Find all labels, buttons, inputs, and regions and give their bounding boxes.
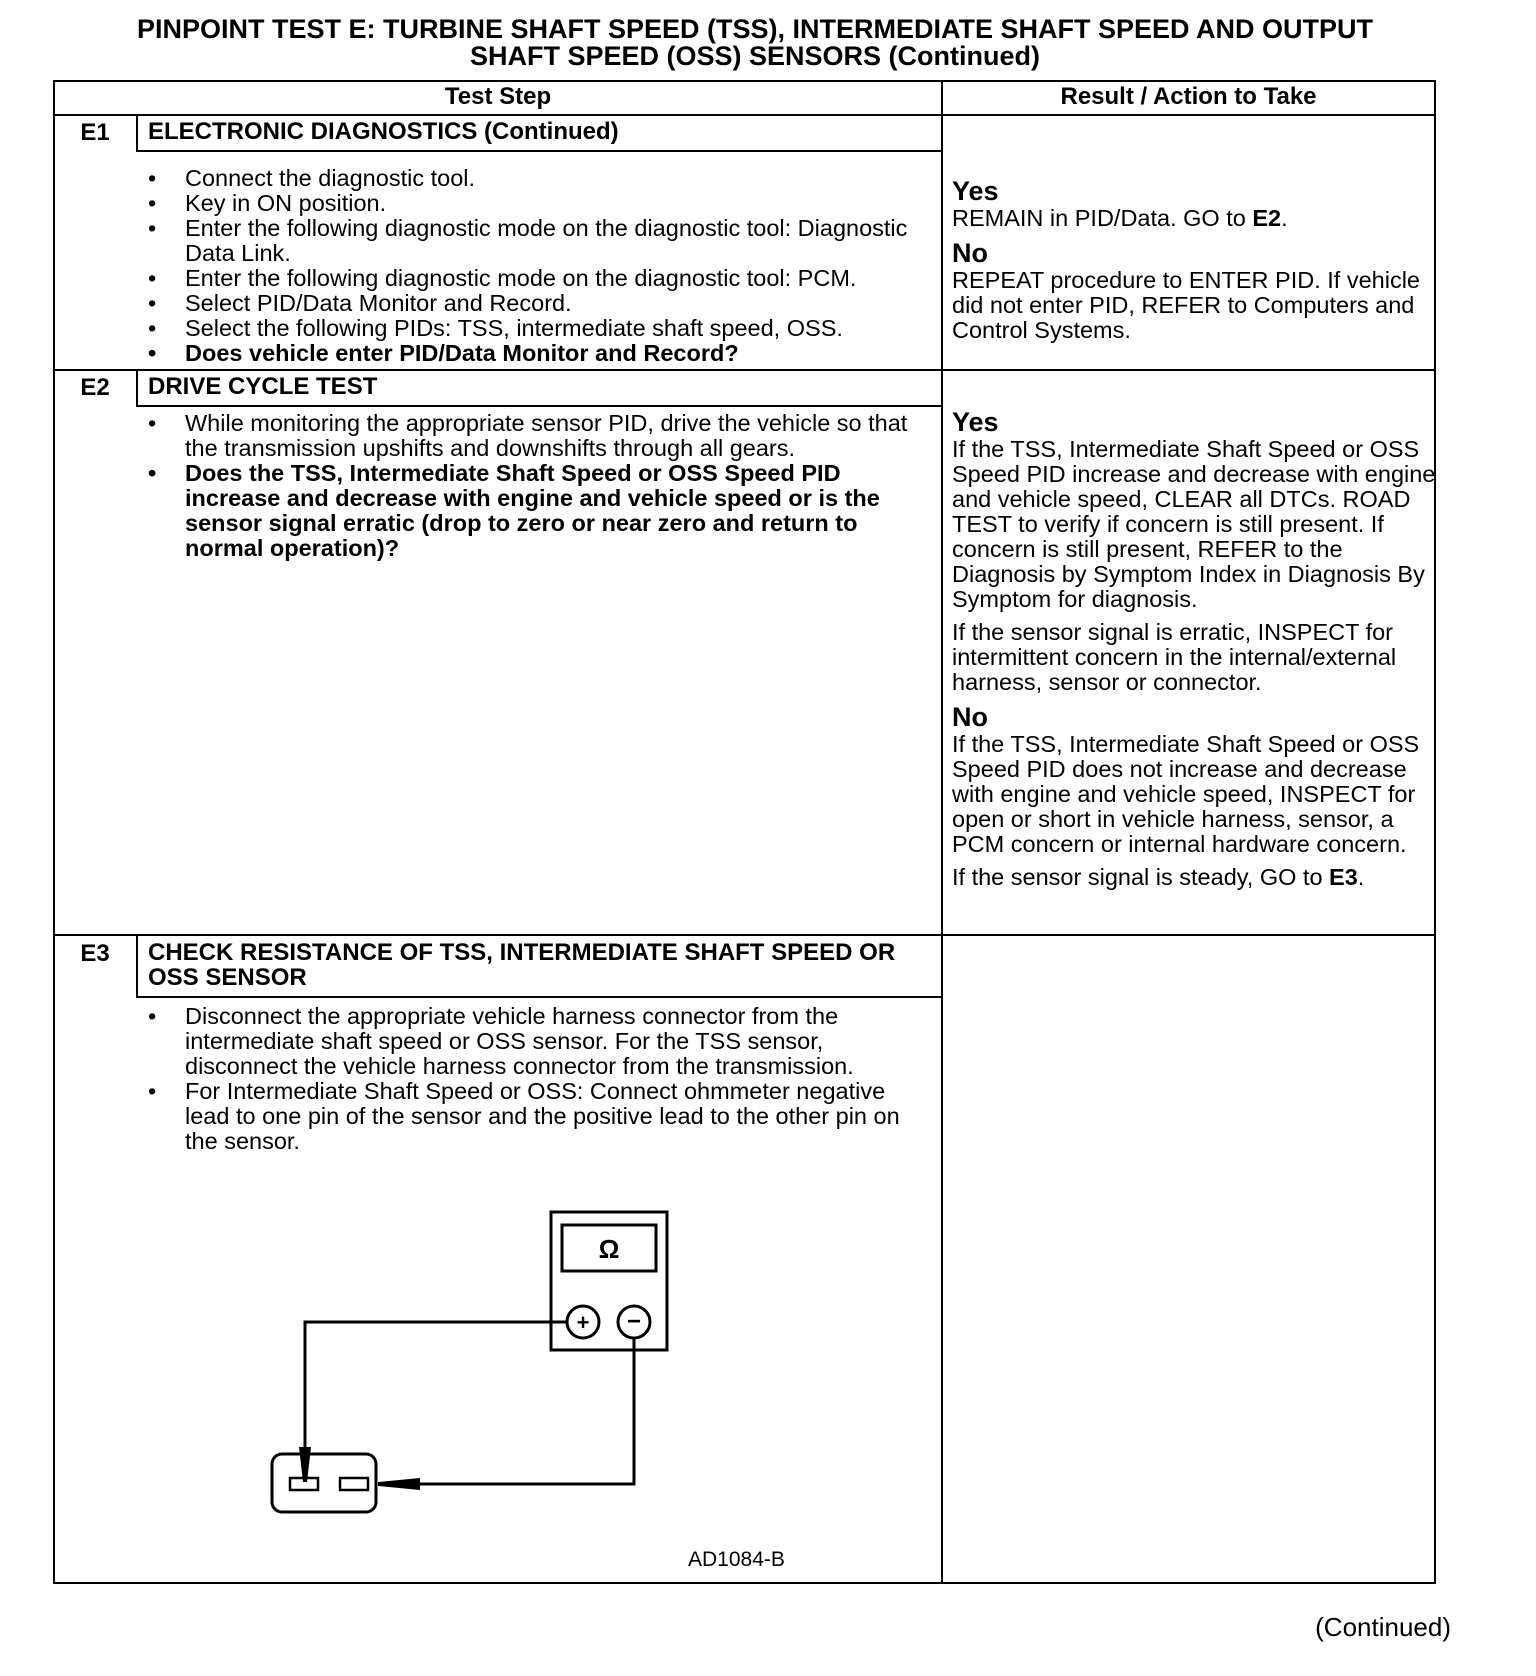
list-item: • Disconnect the appropriate vehicle harness connector from the intermediate shaft speed or OSS sensor. For the TSS sensor, disconnect the vehicle harness connector from the transmission. xyxy=(148,1004,918,1079)
ohm-symbol: Ω xyxy=(598,1234,620,1264)
e2-e3-divider xyxy=(53,934,1436,936)
result-e1: Yes REMAIN in PID/Data. GO to E2. No REPEAT procedure to ENTER PID. If vehicle did not enter PID, REFER to Computers and Control Systems. xyxy=(952,177,1442,351)
step-e2-instructions xyxy=(148,411,908,561)
header-divider xyxy=(53,114,1436,116)
result-e2-no-p2: If the sensor signal is steady, GO to xyxy=(952,864,1323,890)
step-e1-instructions xyxy=(148,166,918,366)
column-divider xyxy=(941,80,943,1584)
table-border-bottom xyxy=(53,1582,1436,1584)
table-border-left xyxy=(53,80,55,1584)
step-id-e3: E3 xyxy=(80,940,110,967)
list-item-question: • Does vehicle enter PID/Data Monitor and Record? xyxy=(148,341,918,366)
result-e2-no-p1: If the TSS, Intermediate Shaft Speed or OSS Speed PID does not increase and decrease with engine and vehicle speed, INSPECT for open or short in vehicle harness, sensor, a PCM concern or internal hardware concern. xyxy=(952,731,1420,857)
negative-lead xyxy=(420,1338,634,1484)
column-header-test-step: Test Step xyxy=(444,83,552,110)
result-e2-yes-label: Yes xyxy=(952,407,999,437)
result-e2: Yes If the TSS, Intermediate Shaft Speed or OSS Speed PID increase and decrease with engine and vehicle speed, CLEAR all DTCs. ROAD TEST to verify if concern is still present. If concern is still present, REFER to the Diagnosis by Symptom Index in Diagnosis By Symptom for diagnosis. If the sensor signal is erratic, INSPECT for intermittent concern in the internal/external harness, sensor or connector. No If the TSS, Intermediate Shaft Speed or OSS Speed PID does not increase and decrease with engine and vehicle speed, INSPECT for open or short in vehicle harness, sensor, a PCM concern or internal hardware concern. If the sensor signal is steady, GO to E3. xyxy=(952,408,1442,898)
sensor-pin-2 xyxy=(340,1478,368,1490)
minus-symbol: − xyxy=(626,1308,642,1335)
step-id-e2: E2 xyxy=(80,374,110,401)
list-item: • Key in ON position. xyxy=(148,191,918,216)
list-item: • For Intermediate Shaft Speed or OSS: Connect ohmmeter negative lead to one pin of the sensor and the positive lead to the other pin on the sensor. xyxy=(148,1079,918,1154)
e3-title-divider xyxy=(136,996,942,998)
list-item: • While monitoring the appropriate sensor PID, drive the vehicle so that the transmission upshifts and downshifts through all gears. xyxy=(148,411,908,461)
list-item: • Enter the following diagnostic mode on the diagnostic tool: PCM. xyxy=(148,266,918,291)
step-title-e2: DRIVE CYCLE TEST xyxy=(148,373,378,400)
figure-code: AD1084-B xyxy=(688,1548,785,1571)
table-border-top xyxy=(53,80,1436,82)
list-item: • Enter the following diagnostic mode on the diagnostic tool: Diagnostic Data Link. xyxy=(148,216,918,266)
result-e1-yes-label: Yes xyxy=(952,176,999,206)
result-e1-no-text: REPEAT procedure to ENTER PID. If vehicle did not enter PID, REFER to Computers and Control Systems. xyxy=(952,267,1421,343)
positive-lead xyxy=(305,1322,567,1447)
page-title-line-2: SHAFT SPEED (OSS) SENSORS (Continued) xyxy=(469,41,1041,71)
continued-label: (Continued) xyxy=(1315,1612,1451,1642)
result-e2-no-ref: E3 xyxy=(1329,864,1358,890)
list-item-question: • Does the TSS, Intermediate Shaft Speed or OSS Speed PID increase and decrease with engine and vehicle speed or is the sensor signal erratic (drop to zero or near zero and return to normal operation)? xyxy=(148,461,908,561)
column-header-result: Result / Action to Take xyxy=(1060,83,1317,110)
page-title xyxy=(50,16,1460,70)
sensor-connector xyxy=(272,1454,376,1512)
step-title-e1: ELECTRONIC DIAGNOSTICS (Continued) xyxy=(148,118,619,145)
e2-title-divider xyxy=(136,405,942,407)
step-title-e3: CHECK RESISTANCE OF TSS, INTERMEDIATE SHAFT SPEED OR OSS SENSOR xyxy=(148,939,896,991)
list-item: • Select PID/Data Monitor and Record. xyxy=(148,291,918,316)
result-e1-yes-text: REMAIN in PID/Data. GO to xyxy=(952,205,1246,231)
step-id-e1: E1 xyxy=(80,119,110,146)
plus-symbol: + xyxy=(576,1310,590,1335)
result-e2-yes-p2: If the sensor signal is erratic, INSPECT for intermittent concern in the internal/external harness, sensor or connector. xyxy=(952,619,1397,695)
result-e1-no-label: No xyxy=(952,238,988,268)
ohmmeter-diagram xyxy=(270,1210,690,1530)
list-item: • Connect the diagnostic tool. xyxy=(148,166,918,191)
list-item: • Select the following PIDs: TSS, intermediate shaft speed, OSS. xyxy=(148,316,918,341)
e1-e2-divider xyxy=(53,369,1436,371)
e1-title-divider xyxy=(136,150,942,152)
result-e2-no-label: No xyxy=(952,702,988,732)
step-e3-instructions xyxy=(148,1004,918,1154)
page-title-line-1: PINPOINT TEST E: TURBINE SHAFT SPEED (TSS), INTERMEDIATE SHAFT SPEED AND OUTPUT xyxy=(136,14,1374,44)
result-e1-yes-ref: E2 xyxy=(1252,205,1282,231)
negative-probe-icon xyxy=(378,1478,420,1490)
result-e2-yes-p1: If the TSS, Intermediate Shaft Speed or OSS Speed PID increase and decrease with engine and vehicle speed, CLEAR all DTCs. ROAD TEST to verify if concern is still present. If concern is still present, REFER to the Diagnosis by Symptom Index in Diagnosis By Symptom for diagnosis. xyxy=(952,436,1436,612)
